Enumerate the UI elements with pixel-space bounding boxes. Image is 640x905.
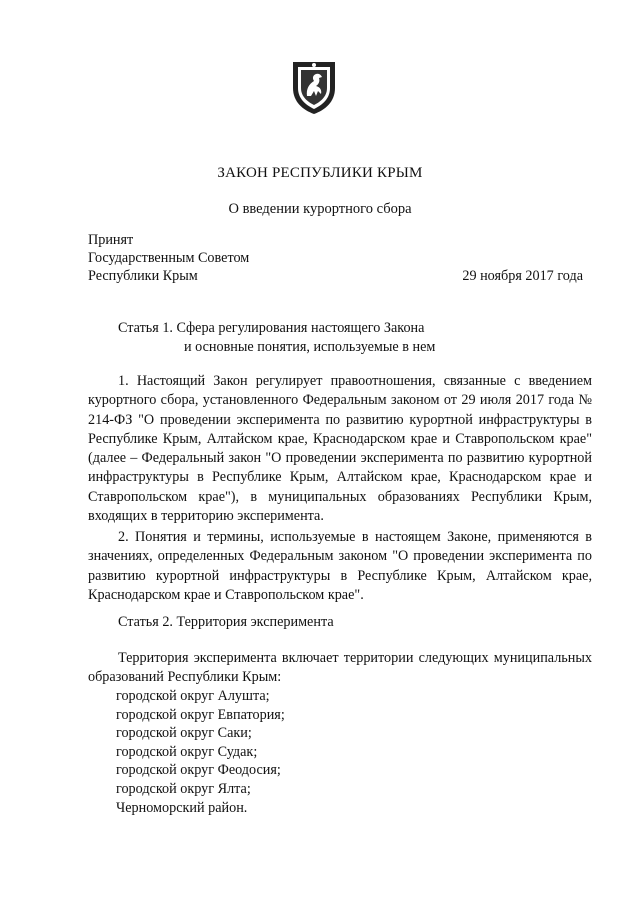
article1-paragraph2: [88, 528, 592, 605]
list-item: городской округ Евпатория;: [116, 706, 285, 723]
list-item: городской округ Феодосия;: [116, 762, 281, 779]
territory-list: [116, 687, 285, 817]
list-item: городской округ Судак;: [116, 743, 258, 760]
adoption-line: Государственным Советом: [88, 250, 250, 266]
article2-intro: [88, 649, 592, 688]
adoption-block: [88, 231, 249, 285]
law-subtitle: О введении курортного сбора: [228, 201, 412, 217]
article2-heading: Статья 2. Территория эксперимента: [118, 614, 334, 630]
paragraph-text: 1. Настоящий Закон регулирует правоотношения, связанные с введением курортного сбора, установленного Федеральным законом от 29 июля 2017 года № 214-ФЗ "О проведении эксперимента по развитию курортной инфраструктуры в Республике Крым, Алтайском крае, Краснодарском крае и Ставропольском крае" (далее – Федеральный закон "О проведении эксперимента по развитию курортной инфраструктуры в Республике Крым, Алтайском крае, Краснодарском крае и Ставропольском крае"), в муниципальных образованиях Республики Крым, входящих в территорию эксперимента.: [88, 373, 592, 525]
article1-heading-continuation: и основные понятия, используемые в нем: [184, 339, 436, 355]
adoption-line: Республики Крым: [88, 268, 198, 284]
law-title: ЗАКОН РЕСПУБЛИКИ КРЫМ: [217, 165, 423, 181]
article1-paragraph1: [88, 372, 592, 526]
list-item: городской округ Саки;: [116, 725, 252, 742]
crimea-coat-of-arms-icon: [289, 58, 339, 116]
list-item: городской округ Алушта;: [116, 688, 270, 704]
article1-heading: Статья 1. Сфера регулирования настоящего Закона: [118, 320, 425, 336]
adoption-line: Принят: [88, 232, 134, 248]
paragraph-text: 2. Понятия и термины, используемые в настоящем Законе, применяются в значениях, определенных Федеральным законом "О проведении эксперимента по развитию курортной инфраструктуры в Республике Крым, Алтайском крае, Краснодарском крае и Ставропольском крае".: [88, 529, 592, 603]
list-item: городской округ Ялта;: [116, 780, 251, 797]
list-item: Черноморский район.: [116, 799, 248, 816]
adoption-date: 29 ноября 2017 года: [462, 268, 583, 284]
paragraph-text: Территория эксперимента включает территории следующих муниципальных образований Республики Крым:: [88, 650, 592, 686]
